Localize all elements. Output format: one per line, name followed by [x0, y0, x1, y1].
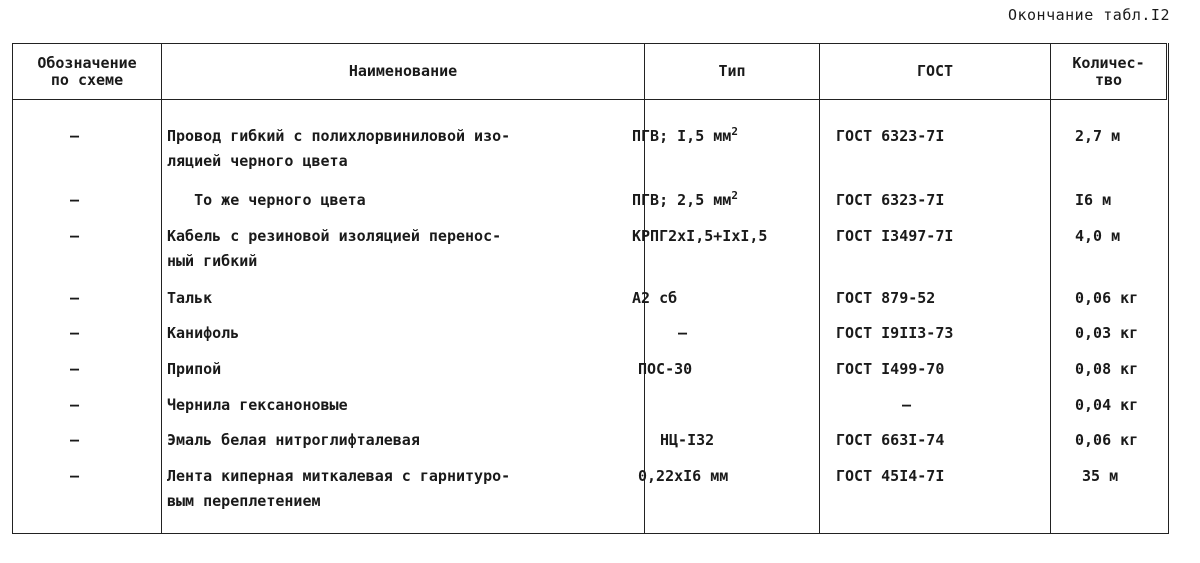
- cell-designation: –: [70, 227, 80, 245]
- cell-gost: ГОСТ 879-52: [836, 289, 936, 307]
- cell-gost: ГОСТ 6323-7I: [836, 127, 945, 145]
- cell-designation: –: [70, 396, 80, 414]
- cell-type: –: [678, 324, 688, 342]
- cell-name: Кабель с резиновой изоляцией перенос- ный гибкий: [167, 227, 502, 270]
- cell-type: А2 сб: [632, 289, 678, 307]
- cell-designation: –: [70, 324, 80, 342]
- type-text: ПГВ; 2,5 мм: [632, 191, 732, 209]
- cell-quantity: 35 м: [1082, 467, 1119, 485]
- cell-gost: ГОСТ 6323-7I: [836, 191, 945, 209]
- cell-name: Канифоль: [167, 324, 240, 342]
- cell-quantity: 0,03 кг: [1075, 324, 1139, 342]
- type-superscript: 2: [731, 189, 738, 202]
- header-quantity: Количес- тво: [1072, 53, 1145, 89]
- cell-name: Чернила гексаноновые: [167, 396, 348, 414]
- cell-quantity: 0,06 кг: [1075, 431, 1139, 449]
- cell-name: То же черного цвета: [167, 191, 366, 209]
- cell-name: Лента киперная миткалевая с гарнитуро- вым переплетением: [167, 467, 511, 510]
- cell-gost: –: [902, 396, 912, 414]
- cell-type: [632, 188, 807, 213]
- cell-quantity: I6 м: [1075, 191, 1112, 209]
- cell-gost: ГОСТ I499-70: [836, 360, 945, 378]
- cell-quantity: 2,7 м: [1075, 127, 1121, 145]
- cell-quantity: 0,06 кг: [1075, 289, 1139, 307]
- cell-designation: –: [70, 191, 80, 209]
- cell-quantity: 0,04 кг: [1075, 396, 1139, 414]
- cell-designation: –: [70, 127, 80, 145]
- cell-designation: –: [70, 289, 80, 307]
- header-type: Тип: [645, 44, 820, 99]
- column-divider: [161, 100, 162, 533]
- table-header: [12, 43, 1167, 100]
- cell-name: Провод гибкий с полихлорвиниловой изо- ляцией черного цвета: [167, 127, 511, 170]
- cell-type: НЦ-I32: [660, 431, 715, 449]
- table-caption: Окончание табл.I2: [1007, 6, 1170, 24]
- cell-quantity: 4,0 м: [1075, 227, 1121, 245]
- cell-type: КРПГ2хI,5+IхI,5: [632, 227, 768, 245]
- cell-gost: ГОСТ 663I-74: [836, 431, 945, 449]
- cell-gost: ГОСТ I9II3-73: [836, 324, 954, 342]
- cell-type: ПОС-30: [638, 360, 693, 378]
- cell-type: 0,22хI6 мм: [638, 467, 729, 485]
- header-name: Наименование: [162, 44, 645, 99]
- type-superscript: 2: [731, 125, 738, 138]
- cell-gost: ГОСТ 45I4-7I: [836, 467, 945, 485]
- cell-gost: ГОСТ I3497-7I: [836, 227, 954, 245]
- column-divider: [1050, 100, 1051, 533]
- cell-quantity: 0,08 кг: [1075, 360, 1139, 378]
- cell-name: Эмаль белая нитроглифталевая: [167, 431, 420, 449]
- column-divider: [819, 100, 820, 533]
- cell-name: Тальк: [167, 289, 213, 307]
- cell-designation: –: [70, 431, 80, 449]
- cell-designation: –: [70, 360, 80, 378]
- header-designation: Обозначение по схеме: [13, 44, 162, 99]
- cell-designation: –: [70, 467, 80, 485]
- type-text: ПГВ; I,5 мм: [632, 127, 732, 145]
- cell-type: [632, 124, 807, 149]
- header-gost: ГОСТ: [820, 44, 1051, 99]
- cell-name: Припой: [167, 360, 222, 378]
